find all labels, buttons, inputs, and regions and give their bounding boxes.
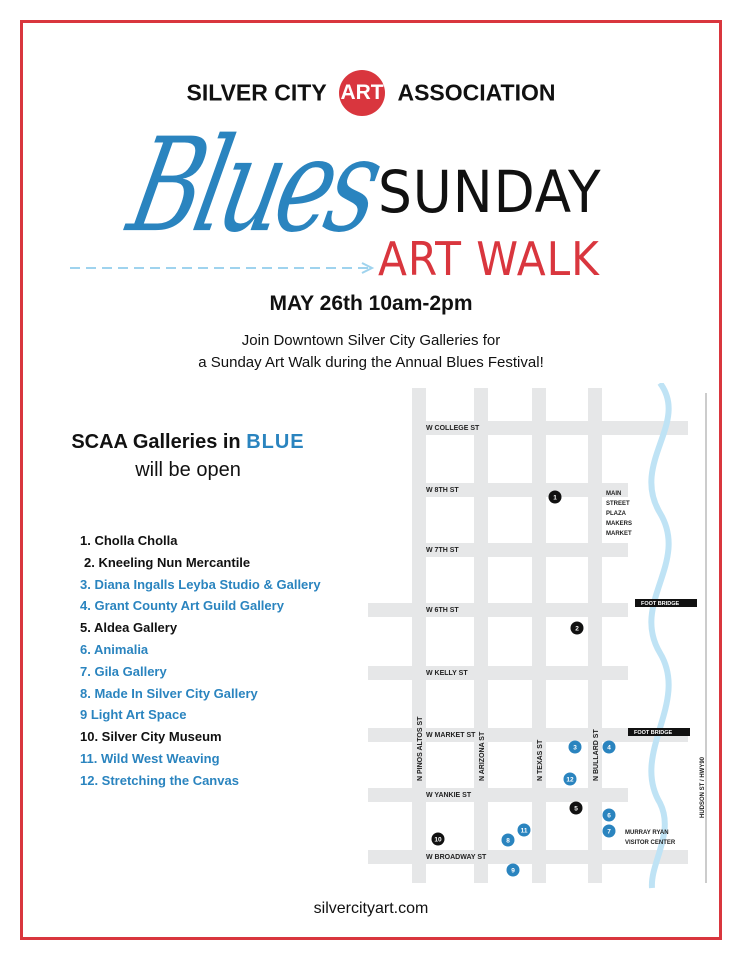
place-label: VISITOR CENTER — [625, 840, 676, 846]
gallery-marker-label: 3 — [573, 744, 577, 752]
foot-bridge-label: FOOT BRIDGE — [634, 730, 673, 736]
gallery-list-item: 11. Wild West Weaving — [80, 750, 220, 766]
gallery-list-item: 10. Silver City Museum — [80, 729, 222, 745]
gallery-list-item: 8. Made In Silver City Gallery — [80, 685, 258, 701]
gallery-marker-label: 8 — [506, 837, 510, 845]
street-label-h: W KELLY ST — [426, 670, 468, 677]
street-label-v: N TEXAS ST — [537, 739, 544, 781]
street-horizontal — [368, 788, 628, 802]
street-vertical — [412, 388, 426, 883]
gallery-list-item: 9 Light Art Space — [80, 707, 187, 723]
gallery-marker-label: 12 — [566, 776, 574, 784]
place-label: PLAZA — [606, 511, 626, 517]
art-badge: ART — [339, 70, 385, 116]
gallery-marker-label: 9 — [511, 867, 515, 875]
street-label-h: W YANKIE ST — [426, 792, 472, 799]
gallery-list-item: 7. Gila Gallery — [80, 663, 167, 679]
foot-bridge-label: FOOT BRIDGE — [641, 601, 680, 607]
river — [651, 383, 668, 888]
legend-heading — [68, 428, 308, 484]
gallery-list-item: 5. Aldea Gallery — [80, 620, 178, 636]
legend-line-2: will be open — [135, 459, 241, 481]
gallery-list-item: 1. Cholla Cholla — [80, 533, 178, 548]
gallery-list-item: 6. Animalia — [80, 641, 149, 657]
gallery-marker-label: 6 — [607, 812, 611, 820]
gallery-marker-label: 7 — [607, 828, 611, 836]
street-label-v: N PINOS ALTOS ST — [417, 716, 424, 781]
blues-script-title — [117, 110, 390, 262]
gallery-list-item: 4. Grant County Art Guild Gallery — [80, 598, 284, 614]
title-art-walk: ART WALK — [378, 232, 600, 286]
place-label: MARKET — [606, 531, 632, 537]
highway-label: HUDSON ST / HWY90 — [700, 756, 706, 818]
blues-text: Blues — [117, 110, 390, 262]
title-sunday: SUNDAY — [378, 158, 602, 226]
gallery-list-item: 2. Kneeling Nun Mercantile — [84, 554, 251, 570]
place-label: MAKERS — [606, 521, 633, 527]
gallery-marker-label: 11 — [520, 827, 528, 835]
event-date: MAY 26th 10am-2pm — [269, 292, 473, 315]
header-left: SILVER CITY — [186, 79, 327, 106]
gallery-list — [80, 530, 321, 792]
street-label-h: W 8TH ST — [426, 487, 459, 494]
street-vertical — [474, 388, 488, 883]
gallery-marker-label: 2 — [575, 625, 579, 633]
gallery-marker-label: 1 — [553, 494, 557, 502]
gallery-marker-label: 4 — [607, 744, 611, 752]
street-label-h: W 6TH ST — [426, 607, 459, 614]
header-right: ASSOCIATION — [397, 79, 556, 106]
place-label: MAIN — [606, 491, 622, 497]
place-label: STREET — [606, 501, 630, 507]
street-label-h: W COLLEGE ST — [426, 425, 480, 432]
invite-line-1: Join Downtown Silver City Galleries for — [241, 332, 501, 349]
street-label-h: W 7TH ST — [426, 547, 459, 554]
street-horizontal — [368, 603, 628, 617]
place-label: MURRAY RYAN — [625, 830, 669, 836]
street-horizontal — [368, 666, 628, 680]
street-label-h: W MARKET ST — [426, 732, 476, 739]
street-vertical — [588, 388, 602, 883]
gallery-list-item: 3. Diana Ingalls Leyba Studio & Gallery — [80, 576, 321, 592]
invite-line-2: a Sunday Art Walk during the Annual Blues Festival! — [198, 354, 544, 371]
street-horizontal — [368, 850, 688, 864]
street-label-v: N ARIZONA ST — [479, 731, 486, 781]
invite-text — [0, 330, 742, 374]
street-label-v: N BULLARD ST — [593, 729, 600, 781]
gallery-marker-label: 5 — [574, 805, 578, 813]
legend-prefix: SCAA Galleries in — [71, 431, 247, 453]
street-label-h: W BROADWAY ST — [426, 854, 487, 861]
street-vertical — [532, 388, 546, 883]
gallery-marker-label: 10 — [434, 836, 442, 844]
dashed-arrow-icon — [70, 262, 380, 274]
legend-blue-word: BLUE — [246, 431, 305, 453]
downtown-map — [360, 383, 720, 893]
gallery-list-item: 12. Stretching the Canvas — [80, 772, 239, 788]
website-url: silvercityart.com — [313, 900, 429, 917]
